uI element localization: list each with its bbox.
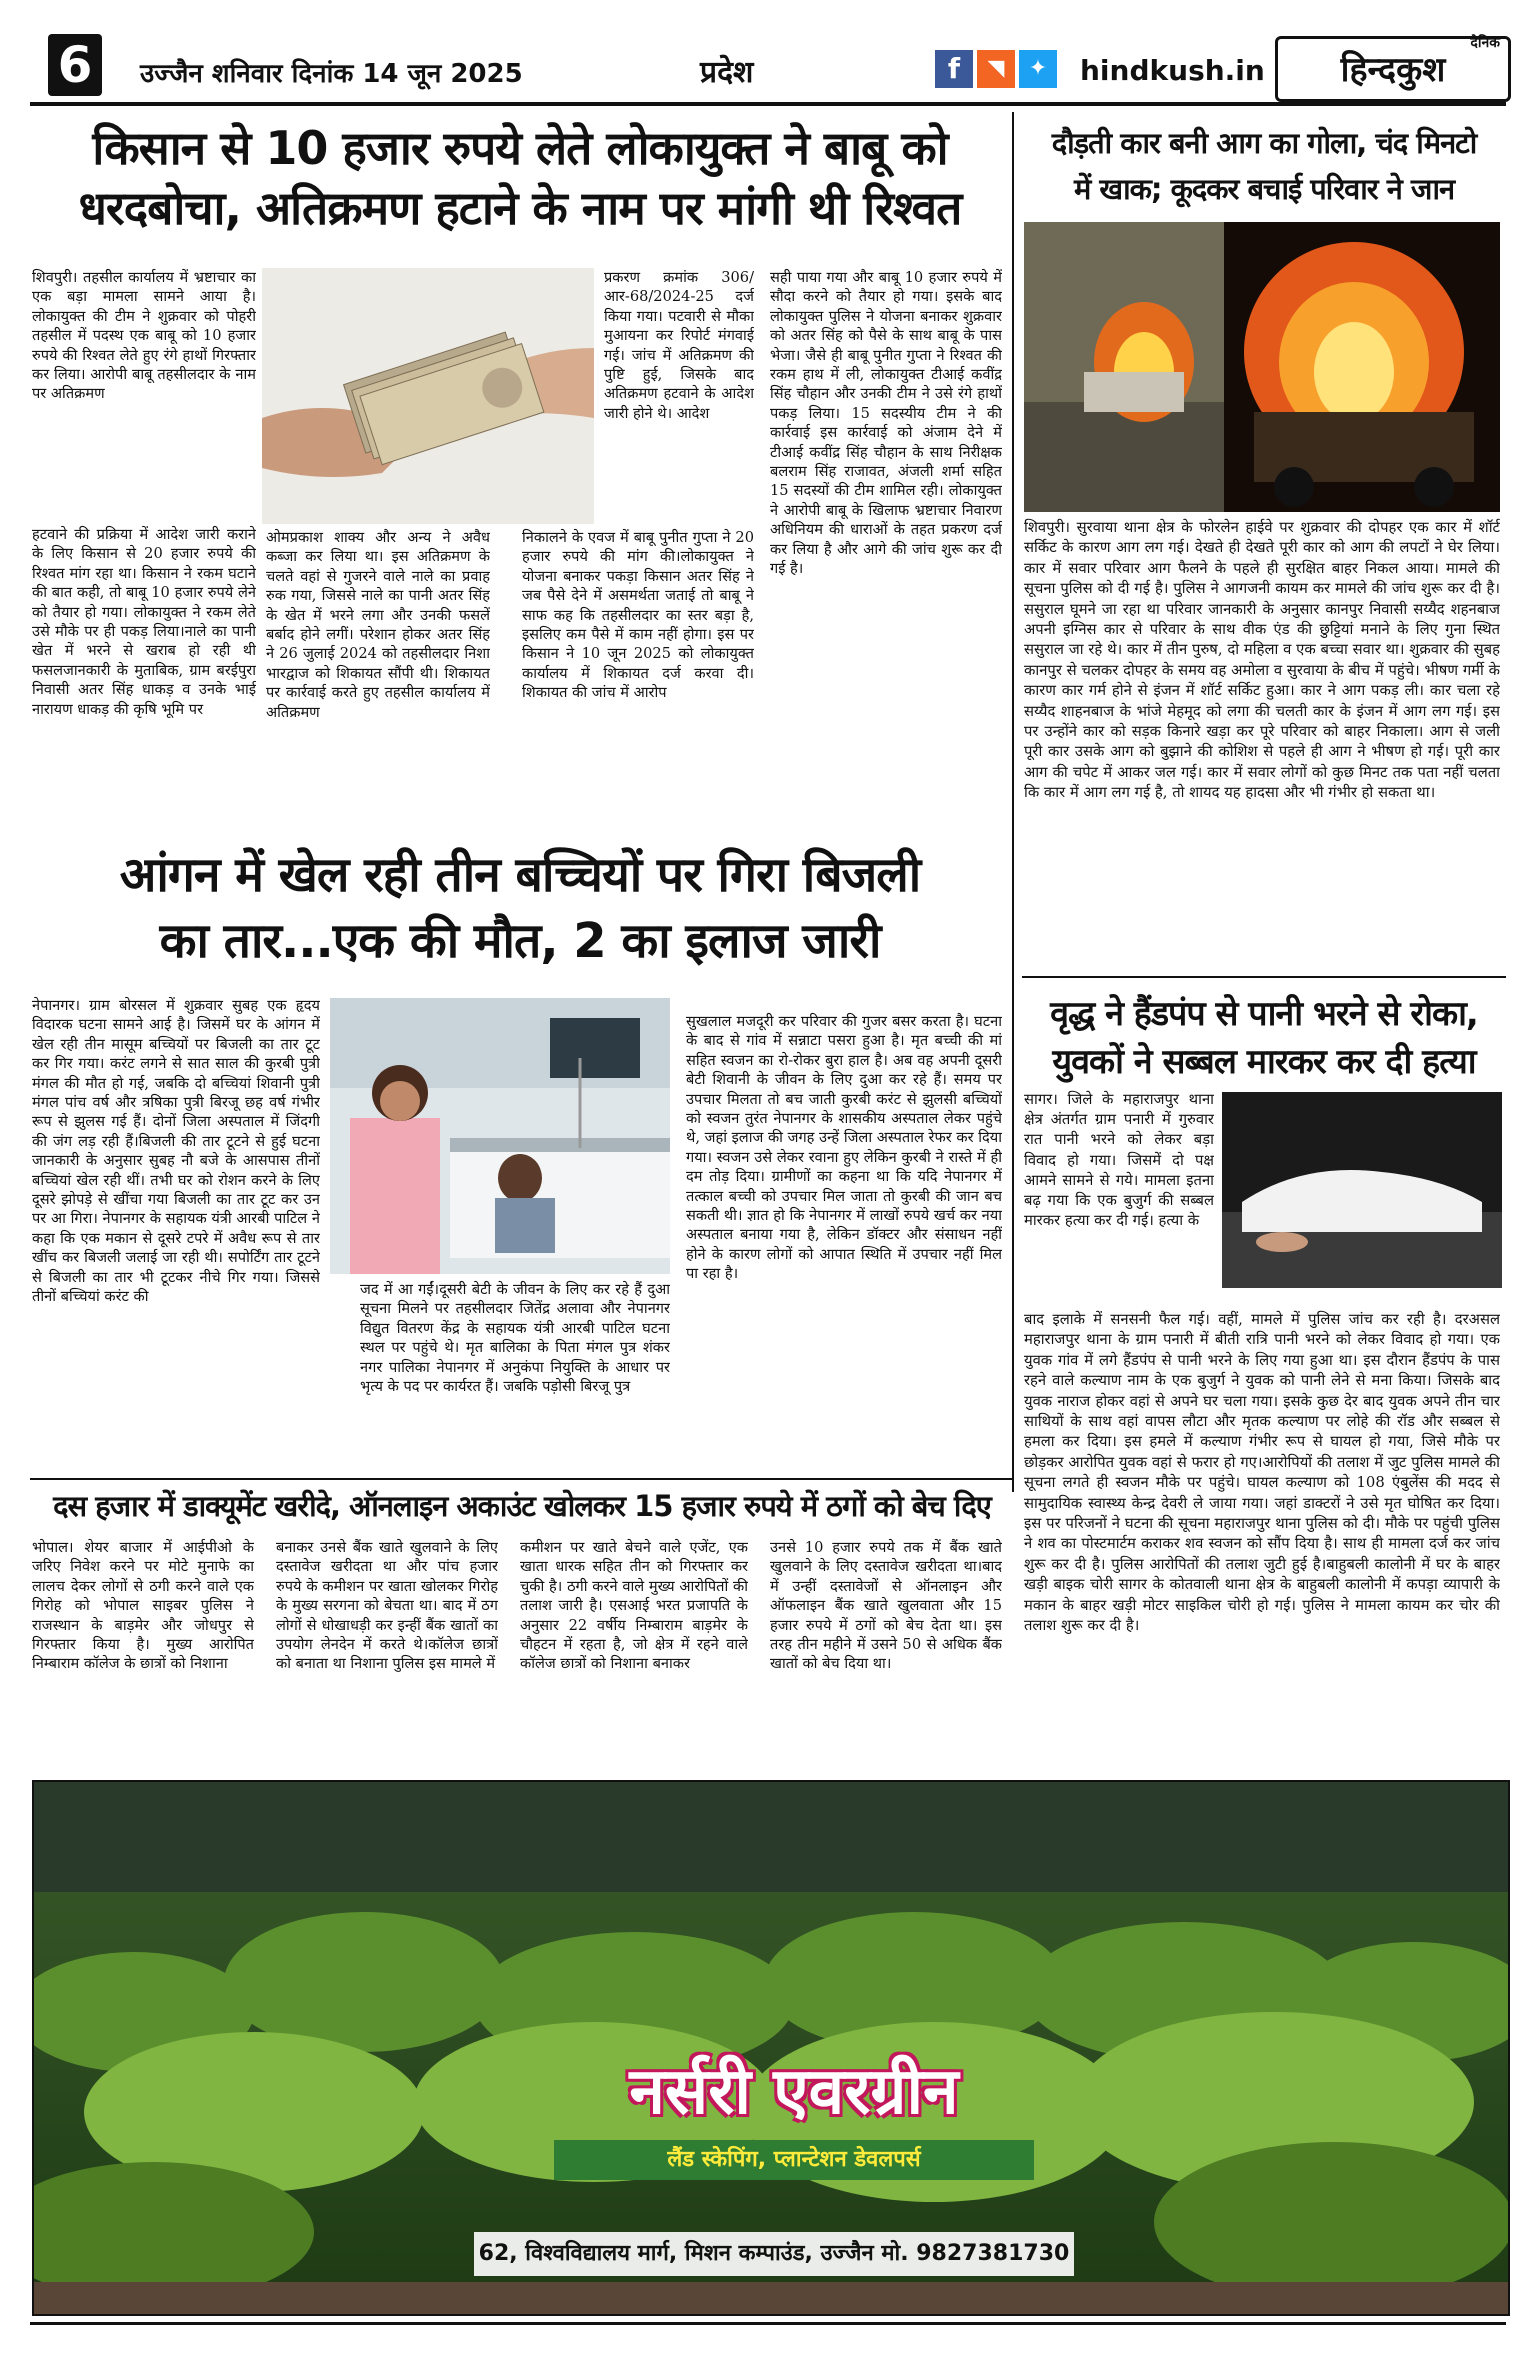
story4-headline-line2: में खाक; कूदकर बचाई परिवार ने जान — [1073, 172, 1455, 206]
website-link[interactable]: hindkush.in — [1080, 54, 1265, 87]
story1-headline-line1: किसान से 10 हजार रुपये लेते लोकायुक्त ने बाबू को — [92, 121, 948, 175]
story5-headline — [1022, 990, 1506, 1086]
story4-headline-line1: दौड़ती कार बनी आग का गोला, चंद मिनटो — [1051, 126, 1477, 160]
story4-headline — [1022, 120, 1506, 212]
hospital-photo — [330, 998, 670, 1274]
story5-headline-line2: युवकों ने सब्बल मारकर कर दी हत्या — [1052, 1042, 1476, 1082]
story1-col1b: हटवाने की प्रक्रिया में आदेश जारी कराने के लिए किसान से 20 हजार रुपये की रिश्वत मांग रहा था। किसान ने रकम घटाने की बात कही, तो बाबू 10 हजार रुपये लेने को तैयार हो गया। लोकायुक्त ने रकम लेते उसे मौके पर ही पकड़ लिया।नाले का पानी खेत में भरने से खराब हो रही थी फसलजानकारी के मुताबिक, ग्राम बरईपुरा निवासी अतर सिंह धाकड़ व उनके भाई नारायण धाकड़ की कृषि भूमि पर — [32, 526, 256, 718]
facebook-icon[interactable]: f — [935, 50, 973, 88]
story4-photo — [1024, 222, 1500, 512]
story1-col3a: प्रकरण क्रमांक 306/आर-68/2024-25 दर्ज किया गया। पटवारी से मौका मुआयना कर रिपोर्ट मंगवाई गई। जांच में अतिक्रमण की पुष्टि हुई, जिसके बाद अतिक्रमण हटवाने के आदेश जारी होने थे। आदेश — [604, 269, 754, 422]
masthead — [30, 28, 1506, 106]
burning-car-photo — [1024, 222, 1500, 512]
story2-col3: सुखलाल मजदूरी कर परिवार की गुजर बसर करता है। घटना के बाद से गांव में सन्नाटा पसरा हुआ है। मृत बच्ची की मां सहित स्वजन का रो-रोकर बुरा हाल है। अब वह अपनी दूसरी बेटी शिवानी के जीवन के लिए दुआ कर रहे हैं। समय पर उपचार मिलता तो बच जाती कुरबी करंट से झुलसी बच्चियों को स्वजन तुरंत नेपानगर के शासकीय अस्पताल लेकर पहुंचे थे, जहां इलाज की जगह उन्हें जिला अस्पताल रेफर कर दिया गया। स्वजन उसे लेकर रवाना हुए लेकिन कुरबी ने रास्ते में ही दम तोड़ दिया। ग्रामीणों का कहना था कि यदि नेपानगर में तत्काल बच्ची को उपचार मिल जाता तो कुरबी की जान बच सकती थी। ज्ञात हो कि नेपानगर में लाखों रुपये खर्च कर नया अस्पताल बनाया गया है, लेकिन डॉक्टर और संसाधन नहीं होने के कारण लोगों को आपात स्थिति में उपचार नहीं मिल पा रहा है। — [686, 1013, 1002, 1283]
nursery-advertisement — [32, 1780, 1510, 2316]
story2-col1: नेपानगर। ग्राम बोरसल में शुक्रवार सुबह एक हृदय विदारक घटना सामने आई है। जिसमें घर के आंगन में खेल रही तीन मासूम बच्चियों पर बिजली का तार टूट कर गिर गया। करंट लगने से सात साल की कुरबी पुत्री मंगल की मौत हो गई, जबकि दो बच्चियां शिवानी पुत्री मंगल पांच वर्ष और त्रषिका पुत्री बिरजू छह वर्ष गंभीर रूप से झुलस गई हैं। दोनों जिला अस्पताल में जिंदगी की जंग लड़ रही हैं।बिजली की तार टूटने से हुई घटना जानकारी के अनुसार सुबह नौ बजे के आसपास तीनों बच्चियां खेल रही थीं। तभी घर को रोशन करने के लिए दूसरे झोपड़े से खींचा गया बिजली का तार टूट कर उन पर आ गिरा। नेपानगर के सहायक यंत्री आरबी पाटिल ने कहा कि एक मकान से दूसरे टपरे में अवैध रूप से तार खींच कर बिजली जलाई जा रही थी। सपोर्टिंग तार टूटने से बिजली का तार भी टूटकर नीचे गिर गया। जिससे तीनों बच्चियां करंट की — [32, 997, 320, 1306]
section-rule — [30, 1478, 1014, 1480]
story1-headline-line2: धरदबोचा, अतिक्रमण हटाने के नाम पर मांगी थी रिश्वत — [78, 181, 962, 235]
story5-headline-line1: वृद्ध ने हैंडपंप से पानी भरने से रोका, — [1050, 994, 1478, 1034]
story3-headline: दस हजार में डाक्यूमेंट खरीदे, ऑनलाइन अकाउंट खोलकर 15 हजार रुपये में ठगों को बेच दिए — [53, 1489, 991, 1523]
ad-title: नर्सरी एवरग्रीन — [629, 2055, 959, 2129]
story5-body: बाद इलाके में सनसनी फैल गई। वहीं, मामले में पुलिस जांच कर रही है। दरअसल महाराजपुर थाना के ग्राम पनारी में बीती रात्रि पानी भरने को लेकर विवाद हो गया। एक युवक गांव में लगे हैंडपंप से पानी भरने के लिए गया हुआ था। इस दौरान हैंडपंप के पास रहने वाले कल्याण नाम के एक बुजुर्ग ने युवक को पानी लेने से मना किया। जिसके बाद युवक नाराज होकर वहां से अपने घर चला गया। इसके कुछ देर बाद युवक अपने तीन चार साथियों के साथ वहां वापस लौटा और मृतक कल्याण पर लोहे की रॉड और सब्बल से हमला कर दिया। इस हमले में कल्याण गंभीर रूप से घायल हो गया, जिसे मौके पर छोड़कर आरोपित युवक वहां से फरार हो गए।आरोपियों की तलाश में जुट पुलिस मामले की सूचना लगते ही स्वजन मौके पर पहुंचे। घायल कल्याण को 108 एंबुलेंस की मदद से सामुदायिक स्वास्थ्य केन्द्र देवरी ले जाया गया। जहां डाक्टरों ने उसे मृत घोषित कर दिया। इस पर परिजनों ने घटना की सूचना महाराजपुर थाना पुलिस को दी। मौके पर पहुंची पुलिस ने शव का पोस्टमार्टम कराकर शव स्वजन को सौंप दिया है। साथ ही मामला दर्ज कर जांच शुरू कर दी है। पुलिस आरोपितों की तलाश जुटी हुई है।बाहुबली कालोनी में घर के बाहर खड़ी बाइक चोरी सागर के कोतवाली थाना क्षेत्र के बाहुबली कालोनी में कपड़ा व्यापारी के मकान के बाहर खड़ी मोटर साइकिल चोरी हो गई। पुलिस ने मामला कायम कर चोर की तलाश शुरू कर दी है। — [1024, 1311, 1500, 1635]
logo-name: हिन्दकुश — [1340, 50, 1446, 90]
story4-body: शिवपुरी। सुरवाया थाना क्षेत्र के फोरलेन हाईवे पर शुक्रवार की दोपहर एक कार में शॉर्ट सर्किट के कारण आग लग गई। देखते ही देखते पूरी कार को आग की लपटों ने घेर लिया। कार में सवार परिवार आग फैलने के पहले ही सुरक्षित बाहर निकल आया। मामले की सूचना पुलिस को दी गई है। पुलिस ने आगजनी कायम कर मामले की जांच शुरू कर दी है। ससुराल घूमने जा रहा था परिवार जानकारी के अनुसार कानपुर निवासी सय्यैद शहनबाज अपनी इग्निस कार से परिवार के साथ वीक एंड की छुट्टियां मनाने के लिए गुना स्थित ससुराल जा रहे थे। कार में तीन पुरुष, दो महिला व एक बच्चा सवार था। शुक्रवार की सुबह कानपुर से चलकर दोपहर के समय वह अमोला व सुरवाया के बीच में पहुंचे। भीषण गर्मी के कारण कार गर्म होने से इंजन में शॉर्ट सर्किट हुआ। कार ने आग पकड़ ली। कार चला रहे सय्यैद शाहनबाज के भांजे मेहमूद को लगा की चलती कार के इंजन में आग लग गई। इस पर उन्होंने कार को सड़क किनारे खड़ा कर पूरे परिवार को बाहर निकाला। आग से जली पूरी कार उसके आग को बुझाने की कोशिश से पहले ही आग ने भीषण हो गई। पूरी कार आग की चपेट में आकर जल गई। कार में सवार लोगों को कुछ मिनट तक पता नहीं चलता कि कार में आग लग गई है, तो शायद यह हादसा और भी गंभीर हो सकता था। — [1024, 519, 1500, 802]
story1-col2: ओमप्रकाश शाक्य और अन्य ने अवैध कब्जा कर लिया था। इस अतिक्रमण के चलते वहां से गुजरने वाले नाले का प्रवाह रुक गया, जिससे नाले का पानी अतर सिंह के खेत में भरने लगा और उनकी फसलें बर्बाद होने लगीं। परेशान होकर अतर सिंह ने 26 जुलाई 2024 को तहसीलदार निशा भारद्वाज को शिकायत सौंपी थी। शिकायत पर कार्रवाई करते हुए तहसील कार्यालय में अतिक्रमण — [266, 529, 490, 721]
story3-col1: भोपाल। शेयर बाजार में आईपीओ के जरिए निवेश करने पर मोटे मुनाफे का लालच देकर लोगों से ठगी करने वाले एक गिरोह को भोपाल साइबर पुलिस ने राजस्थान के बाड़मेर और जोधपुर से गिरफ्तार किया है। मुख्य आरोपित निम्बाराम कॉलेज के छात्रों को निशाना — [32, 1539, 254, 1673]
story1-headline — [30, 118, 1010, 238]
ad-address: 62, विश्वविद्यालय मार्ग, मिशन कम्पाउंड, उज्जैन मो. 9827381730 — [474, 2232, 1074, 2276]
newspaper-logo — [1275, 36, 1511, 102]
story1-col1a: शिवपुरी। तहसील कार्यालय में भ्रष्टाचार का एक बड़ा मामला सामने आया है। लोकायुक्त की टीम ने शुक्रवार को पोहरी तहसील में पदस्थ एक बाबू को 10 हजार रुपये की रिश्वत लेते हुए रंगे हाथों गिरफ्तार कर लिया। आरोपी बाबू तहसीलदार के नाम पर अतिक्रमण — [32, 269, 256, 403]
covered-body-photo — [1222, 1092, 1502, 1288]
page-bottom-rule — [30, 2322, 1506, 2325]
twitter-icon[interactable]: ✦ — [1019, 50, 1057, 88]
story3-col4: उनसे 10 हजार रुपये तक में बैंक खाते खुलवाने के लिए दस्तावेज खरीदता था।बाद में उन्हीं दस्तावेजों से ऑनलाइन और ऑफलाइन बैंक खाते खुलवाता और 15 हजार रुपये में ठगों को बेच देता था। इस तरह तीन महीने में उसने 50 से अधिक बैंक खातों को बेच दिया था। — [770, 1539, 1002, 1673]
story1-photo — [262, 268, 594, 524]
rss-icon[interactable]: ◥ — [977, 50, 1015, 88]
story2-headline-line2: का तार...एक की मौत, 2 का इलाज जारी — [159, 913, 881, 969]
story2-headline — [30, 842, 1010, 974]
social-links — [935, 50, 1057, 88]
column-divider — [1012, 112, 1014, 1492]
story2-col2: जद में आ गईं।दूसरी बेटी के जीवन के लिए कर रहे हैं दुआ सूचना मिलने पर तहसीलदार जितेंद्र अलावा और नेपानगर विद्युत वितरण केंद्र के सहायक यंत्री आरबी पाटिल घटना स्थल पर पहुंचे थे। मृत बालिका के पिता मंगल पुत्र शंकर नगर पालिका नेपानगर में अनुकंपा नियुक्ति के आधार पर भृत्य के पद पर कार्यरत हैं। जबकि पड़ोसी बिरजू पुत्र — [360, 1281, 670, 1396]
section-rule — [1022, 976, 1506, 978]
story3-col3: कमीशन पर खाते बेचने वाले एजेंट, एक खाता धारक सहित तीन को गिरफ्तार कर चुकी है। ठगी करने वाले मुख्य आरोपितों की तलाश जारी है। एसआई भरत प्रजापति के अनुसार 22 वर्षीय निम्बाराम बाड़मेर के चौहटन में रहता है, जो क्षेत्र में रहने वाले कॉलेज छात्रों को निशाना बनाकर — [520, 1539, 748, 1673]
story1-col4: सही पाया गया और बाबू 10 हजार रुपये में सौदा करने को तैयार हो गया। इसके बाद लोकायुक्त पुलिस ने योजना बनाकर शुक्रवार को अतर सिंह को पैसे के साथ बाबू के पास भेजा। जैसे ही बाबू पुनीत गुप्ता ने रिश्वत की रकम हाथ में ली, लोकायुक्त टीआई कवींद्र सिंह चौहान और उनकी टीम ने उसे रंगे हाथों पकड़ लिया। 15 सदस्यीय टीम ने की कार्रवाई इस कार्रवाई को अंजाम देने में टीआई कवींद्र सिंह चौहान के साथ निरीक्षक बलराम सिंह राजावत, अंजली शर्मा सहित 15 सदस्यों की टीम शामिल रही। लोकायुक्त ने आरोपी बाबू के खिलाफ भ्रष्टाचार निवारण अधिनियम की धाराओं के तहत प्रकरण दर्ज कर लिया है और आगे की जांच शुरू कर दी गई है। — [770, 269, 1002, 578]
story2-headline-line1: आंगन में खेल रही तीन बच्चियों पर गिरा बिजली — [119, 847, 921, 903]
story5-body-top: सागर। जिले के महाराजपुर थाना क्षेत्र अंतर्गत ग्राम पनारी में गुरुवार रात पानी भरने को लेकर बड़ा विवाद हो गया। जिसमें दो पक्ष आमने सामने से गये। मामला इतना बढ़ गया कि एक बुजुर्ग की सब्बल मारकर हत्या कर दी गई। हत्या के — [1024, 1091, 1214, 1230]
story1-col3b: निकालने के एवज में बाबू पुनीत गुप्ता ने 20 हजार रुपये की मांग की।लोकायुक्त ने योजना बनाकर पकड़ा किसान अतर सिंह ने जब पैसे देने में असमर्थता जताई तो बाबू ने साफ कह कि तहसीलदार का स्तर बड़ा है, इसलिए कम पैसे में काम नहीं होगा। इस पर किसान ने 10 जून 2025 को लोकायुक्त कार्यालय में शिकायत दर्ज करवा दी। शिकायत की जांच में आरोप — [522, 529, 754, 702]
ad-tagline: लैंड स्केपिंग, प्लान्टेशन डेवलपर्स — [554, 2140, 1034, 2180]
story2-photo — [330, 998, 670, 1274]
money-hand-photo — [262, 268, 594, 524]
story5-photo — [1222, 1092, 1502, 1288]
section-name: प्रदेश — [700, 55, 754, 90]
logo-small-text: दैनिक — [1470, 35, 1500, 51]
dateline: उज्जैन शनिवार दिनांक 14 जून 2025 — [140, 59, 523, 89]
page-number: 6 — [48, 34, 102, 96]
story3-col2: बनाकर उनसे बैंक खाते खुलवाने के लिए दस्तावेज खरीदता था और पांच हजार रुपये के कमीशन पर खाता खोलकर गिरोह के मुख्य सरगना को बेचता था। बाद में ठग लोगों से धोखाधड़ी कर इन्हीं बैंक खातों का उपयोग लेनदेन में करते थे।कॉलेज छात्रों को बनाता था निशाना पुलिस इस मामले में — [276, 1539, 498, 1673]
